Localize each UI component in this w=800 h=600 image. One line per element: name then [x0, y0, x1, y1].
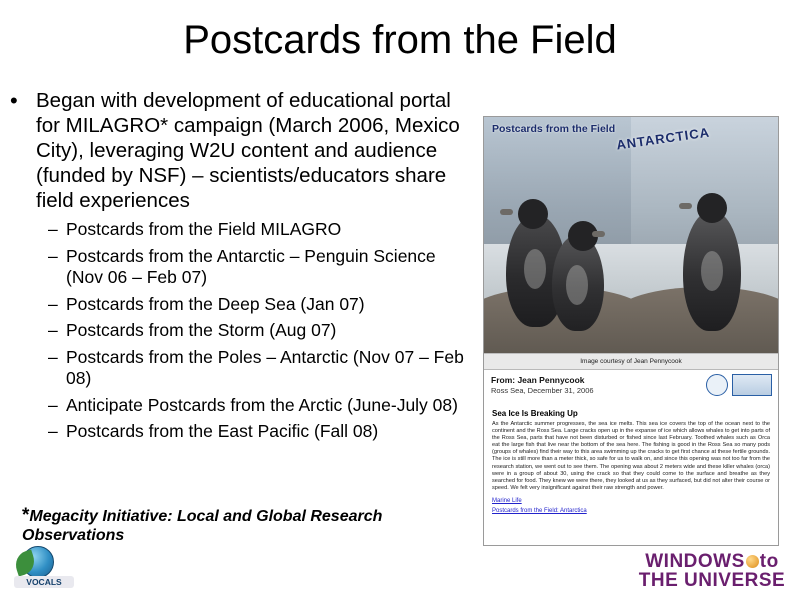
wttu-line2: THE UNIVERSE: [638, 570, 786, 591]
article-links: [492, 498, 770, 514]
list-item: [48, 347, 475, 390]
photo-row: [484, 117, 778, 353]
footnote-text: Megacity Initiative: Local and Global Research Observations: [22, 508, 383, 544]
dash-marker: –: [48, 293, 58, 314]
author-line: From: Jean Pennycook: [491, 375, 585, 385]
dash-marker: –: [48, 394, 58, 415]
antarctica-label: ANTARCTICA: [615, 124, 711, 153]
bullet-level1: [10, 88, 475, 213]
link-marine-life[interactable]: Marine Life: [492, 497, 522, 504]
dash-marker: –: [48, 245, 58, 266]
penguin-science-logo-icon: [706, 374, 728, 396]
list-item: [48, 246, 475, 289]
windows-to-the-universe-logo: [636, 553, 788, 590]
postcard-screenshot-panel: [483, 116, 779, 546]
list-item-label: Postcards from the Storm (Aug 07): [66, 320, 337, 340]
slide-body: [10, 88, 475, 448]
list-item-label: Postcards from the Antarctic – Penguin Science (Nov 06 – Feb 07): [66, 245, 436, 287]
penguin-photo-right: [631, 117, 778, 353]
list-item: [48, 395, 475, 417]
list-item-label: Postcards from the Field MILAGRO: [66, 219, 342, 239]
postcard-meta: [484, 369, 778, 405]
bullet-marker: •: [10, 88, 18, 113]
list-item: [48, 219, 475, 241]
penguin-beak: [500, 209, 513, 215]
list-item-label: Postcards from the Deep Sea (Jan 07): [66, 293, 365, 314]
page-title: Postcards from the Field: [183, 18, 617, 62]
penguin-beak: [679, 203, 692, 209]
dash-marker: –: [48, 320, 58, 340]
penguin-belly: [524, 249, 546, 289]
vocals-logo: [14, 546, 80, 592]
list-item: [48, 320, 475, 342]
list-item: [48, 421, 475, 443]
penguin-belly: [566, 265, 588, 305]
dash-marker: –: [48, 219, 58, 239]
penguin-head: [697, 193, 727, 223]
sub-bullet-list: [10, 219, 475, 443]
vocals-logo-label: VOCALS: [14, 576, 74, 588]
site-logos: [706, 374, 772, 396]
wttu-to: to: [759, 551, 779, 572]
footnote: [22, 505, 482, 545]
penguin-beak: [592, 231, 605, 237]
sun-dot-icon: [746, 555, 759, 568]
list-item-label: Anticipate Postcards from the Arctic (June-July 08): [66, 394, 458, 415]
postcard-article: [484, 405, 778, 524]
footnote-star: *: [22, 505, 30, 526]
list-item-label: Postcards from the Poles – Antarctic (Nov 07 – Feb 08): [66, 346, 464, 388]
penguin-photo-left: [484, 117, 631, 353]
dash-marker: –: [48, 346, 58, 367]
wttu-line1: WINDOWS: [645, 551, 745, 572]
link-postcards-antarctica[interactable]: Postcards from the Field: Antarctica: [492, 507, 587, 514]
list-item: [48, 294, 475, 316]
windows-to-universe-logo-icon: [732, 374, 772, 396]
penguin-chick: [552, 235, 604, 331]
penguin-head: [518, 199, 548, 229]
penguin-chick: [683, 211, 741, 331]
article-text: As the Antarctic summer progresses, the sea ice melts. This sea ice covers the top of the ocean next to the continent and the Ross Sea. Large cracks open up in the expanse of ice which allows whales to get into parts of the Ross Sea, parts that have not been disturbed or fished since last February. Toothed whales such as Orca eat the large fish that live near the bottom of the sea here. The fishing is good in the Ross Sea so many pods (groups of whales) find their way to this area swimming up the cracks to get first chance at these fertile grounds. The ice is still more than a meter thick, so safe for us to walk on, and since this opening was not too far from the research station, we went out to see them. The opening was about 2 meters wide and these killer whales (orca) were in a group of about 30, using the crack so that they could come to the surface and breathe as they searched for food. They knew we were there, they looked at us as they surfaced, but did not alter their course or speed. We felt very insignificant against their raw strength and power.: [492, 421, 770, 491]
panel-photo-area: [484, 117, 778, 369]
postcards-header-overlay: Postcards from the Field: [492, 123, 616, 135]
article-title: Sea Ice Is Breaking Up: [492, 409, 578, 418]
location-date-line: Ross Sea, December 31, 2006: [491, 386, 594, 395]
penguin-belly: [701, 251, 723, 291]
dash-marker: –: [48, 421, 58, 441]
photo-credit-caption: Image courtesy of Jean Pennycook: [484, 353, 778, 369]
list-item-label: Postcards from the East Pacific (Fall 08): [66, 421, 379, 441]
bullet-level1-text: Began with development of educational portal for MILAGRO* campaign (March 2006, Mexico City), leveraging W2U content and audience (funded by NSF) – scientists/educators share field experiences: [36, 89, 460, 212]
